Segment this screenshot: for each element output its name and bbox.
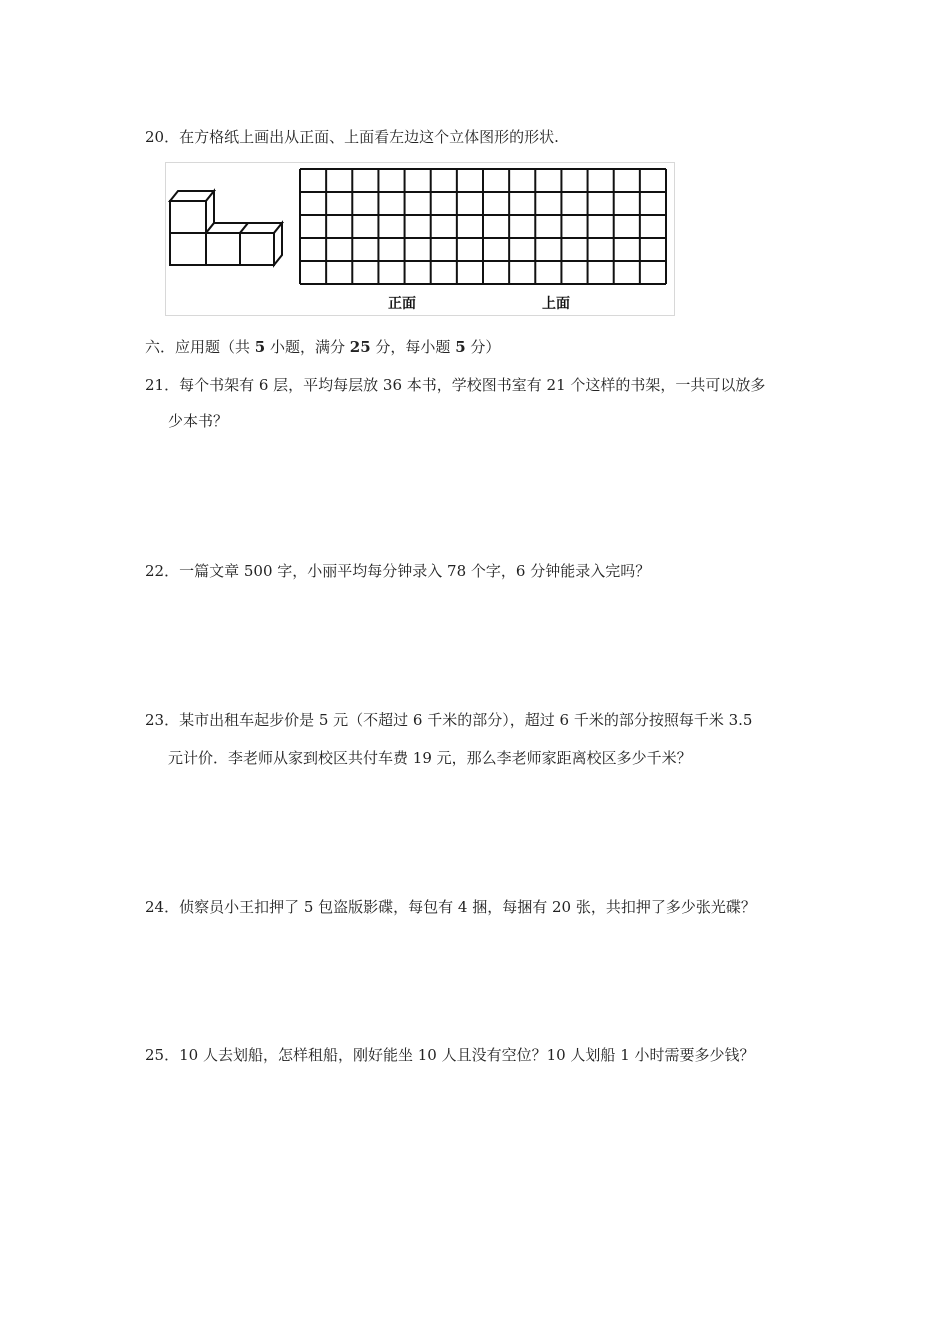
label-top-view: 上面: [542, 296, 570, 312]
question-25: 25．10 人去划船，怎样租船，刚好能坐 10 人且没有空位？10 人划船 1 小时需要多少钱？: [145, 1046, 755, 1064]
section-6-heading: 六．应用题（共 5 小题，满分 25 分，每小题 5 分）: [145, 338, 501, 356]
question-20: 20．在方格纸上画出从正面、上面看左边这个立体图形的形状.: [145, 128, 559, 146]
label-front-view: 正面: [388, 296, 416, 312]
question-22: 22．一篇文章 500 字，小丽平均每分钟录入 78 个字，6 分钟能录入完吗？: [145, 562, 651, 580]
question-21-line1: 21．每个书架有 6 层，平均每层放 36 本书，学校图书室有 21 个这样的书架，一共可以放多: [145, 376, 766, 394]
square-grid: [300, 169, 666, 284]
figure-drawing: [166, 163, 674, 315]
question-20-figure: [165, 162, 675, 316]
question-23-line2: 元计价．李老师从家到校区共付车费 19 元，那么李老师家距离校区多少千米？: [168, 749, 692, 767]
question-23-line1: 23．某市出租车起步价是 5 元（不超过 6 千米的部分），超过 6 千米的部分按照每千米 3.5: [145, 711, 753, 729]
question-24: 24．侦察员小王扣押了 5 包盗版影碟，每包有 4 捆，每捆有 20 张，共扣押了多少张光碟？: [145, 898, 756, 916]
question-21-line2: 少本书？: [168, 412, 229, 430]
cube-solid: [170, 191, 282, 265]
